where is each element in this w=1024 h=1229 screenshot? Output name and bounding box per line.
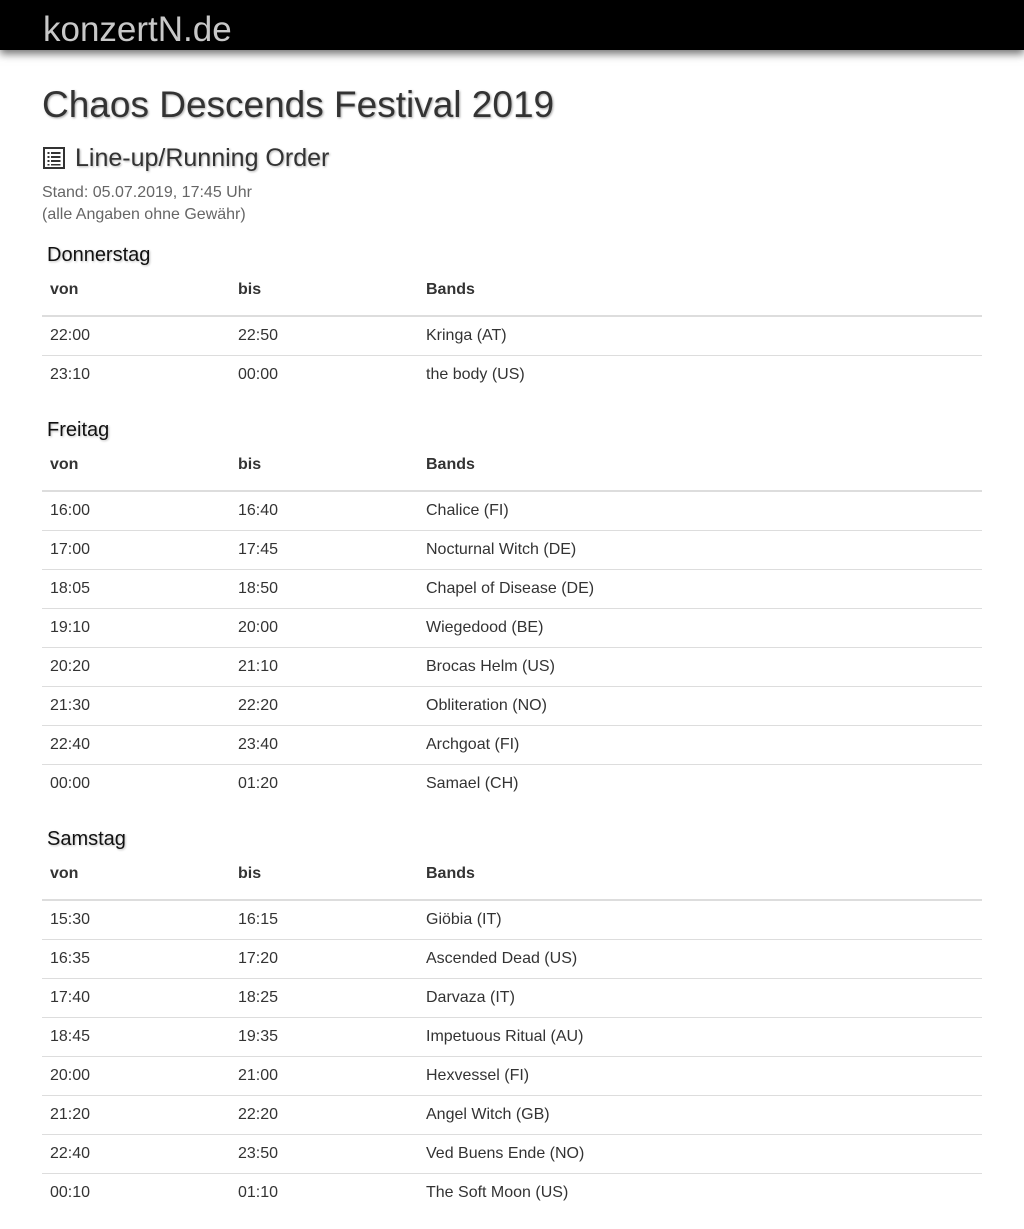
table-row [42,356,982,395]
cell-band: Chapel of Disease (DE) [418,570,982,609]
cell-bis: 22:20 [230,687,418,726]
table-row [42,570,982,609]
cell-von: 18:05 [42,570,230,609]
table-row [42,491,982,531]
cell-bis: 22:50 [238,327,279,344]
cell-von: 17:40 [42,979,230,1018]
cell-bis: 00:00 [230,356,418,395]
cell-band: the body (US) [418,356,982,395]
table-row [42,940,982,979]
table-row [42,609,982,648]
cell-band: Kringa (AT) [426,327,507,344]
cell-bis: 01:10 [230,1174,418,1213]
day-title: Donnerstag [47,244,151,266]
cell-bis: 19:35 [230,1018,418,1057]
table-row [42,726,982,765]
table-row [42,648,982,687]
cell-bis: 23:50 [230,1135,418,1174]
cell-band: Chalice (FI) [426,502,509,519]
cell-band: Wiegedood (BE) [418,609,982,648]
table-row [42,1174,982,1213]
top-navbar [0,0,1024,50]
cell-band: Darvaza (IT) [418,979,982,1018]
schedule-table [42,861,982,1212]
cell-band: Obliteration (NO) [418,687,982,726]
cell-von: 22:40 [42,726,230,765]
cell-von: 20:20 [42,648,230,687]
column-header-bis: bis [230,861,418,900]
cell-von: 21:20 [42,1096,230,1135]
cell-von: 15:30 [50,911,91,928]
cell-bis: 17:20 [230,940,418,979]
cell-band: Brocas Helm (US) [418,648,982,687]
disclaimer: (alle Angaben ohne Gewähr) [42,206,246,223]
cell-band: Ascended Dead (US) [418,940,982,979]
column-header-von: von [42,452,230,491]
table-row [42,1018,982,1057]
cell-bis: 01:20 [230,765,418,804]
cell-von: 16:35 [42,940,230,979]
cell-von: 20:00 [42,1057,230,1096]
table-header-row [42,861,982,900]
section-heading [42,143,329,173]
cell-von: 00:00 [42,765,230,804]
schedule-table [42,452,982,803]
table-row [42,1135,982,1174]
day-section-donnerstag [42,240,982,394]
cell-bis: 23:40 [230,726,418,765]
cell-band: Giöbia (IT) [426,911,502,928]
cell-von: 22:40 [42,1135,230,1174]
section-title: Line-up/Running Order [75,144,330,172]
cell-bis: 21:00 [230,1057,418,1096]
cell-band: Nocturnal Witch (DE) [418,531,982,570]
cell-von: 00:10 [42,1174,230,1213]
column-header-von: von [42,861,230,900]
cell-band: Samael (CH) [418,765,982,804]
site-brand-link[interactable]: konzertN.de [43,10,232,49]
cell-band: Impetuous Ritual (AU) [418,1018,982,1057]
table-row [42,687,982,726]
table-row [42,316,982,356]
day-title: Freitag [47,419,110,441]
table-row [42,1057,982,1096]
table-row [42,765,982,804]
column-header-bands: Bands [418,452,982,491]
cell-bis: 20:00 [230,609,418,648]
column-header-von: von [42,277,230,316]
cell-band: Archgoat (FI) [418,726,982,765]
column-header-bands: Bands [418,861,982,900]
day-section-samstag [42,824,982,1212]
list-document-icon [42,146,66,170]
cell-bis: 17:45 [230,531,418,570]
cell-von: 21:30 [42,687,230,726]
day-section-freitag [42,415,982,803]
cell-band: The Soft Moon (US) [418,1174,982,1213]
table-row [42,1096,982,1135]
cell-bis: 22:20 [230,1096,418,1135]
cell-von: 18:45 [42,1018,230,1057]
cell-band: Hexvessel (FI) [418,1057,982,1096]
table-row [42,900,982,940]
cell-von: 17:00 [42,531,230,570]
day-title: Samstag [47,828,126,850]
cell-von: 23:10 [42,356,230,395]
stand-date: Stand: 05.07.2019, 17:45 Uhr [42,184,252,201]
column-header-bis: bis [230,277,418,316]
status-info [42,182,252,226]
cell-band: Ved Buens Ende (NO) [418,1135,982,1174]
cell-bis: 16:15 [238,911,279,928]
table-header-row [42,277,982,316]
cell-bis: 18:50 [230,570,418,609]
table-row [42,979,982,1018]
cell-bis: 16:40 [238,502,279,519]
cell-bis: 21:10 [230,648,418,687]
cell-von: 22:00 [50,327,91,344]
cell-bis: 18:25 [230,979,418,1018]
table-header-row [42,452,982,491]
schedule-table [42,277,982,394]
cell-von: 19:10 [42,609,230,648]
table-row [42,531,982,570]
column-header-bis: bis [230,452,418,491]
column-header-bands: Bands [418,277,982,316]
page-title: Chaos Descends Festival 2019 [42,84,555,125]
cell-von: 16:00 [50,502,91,519]
cell-band: Angel Witch (GB) [418,1096,982,1135]
